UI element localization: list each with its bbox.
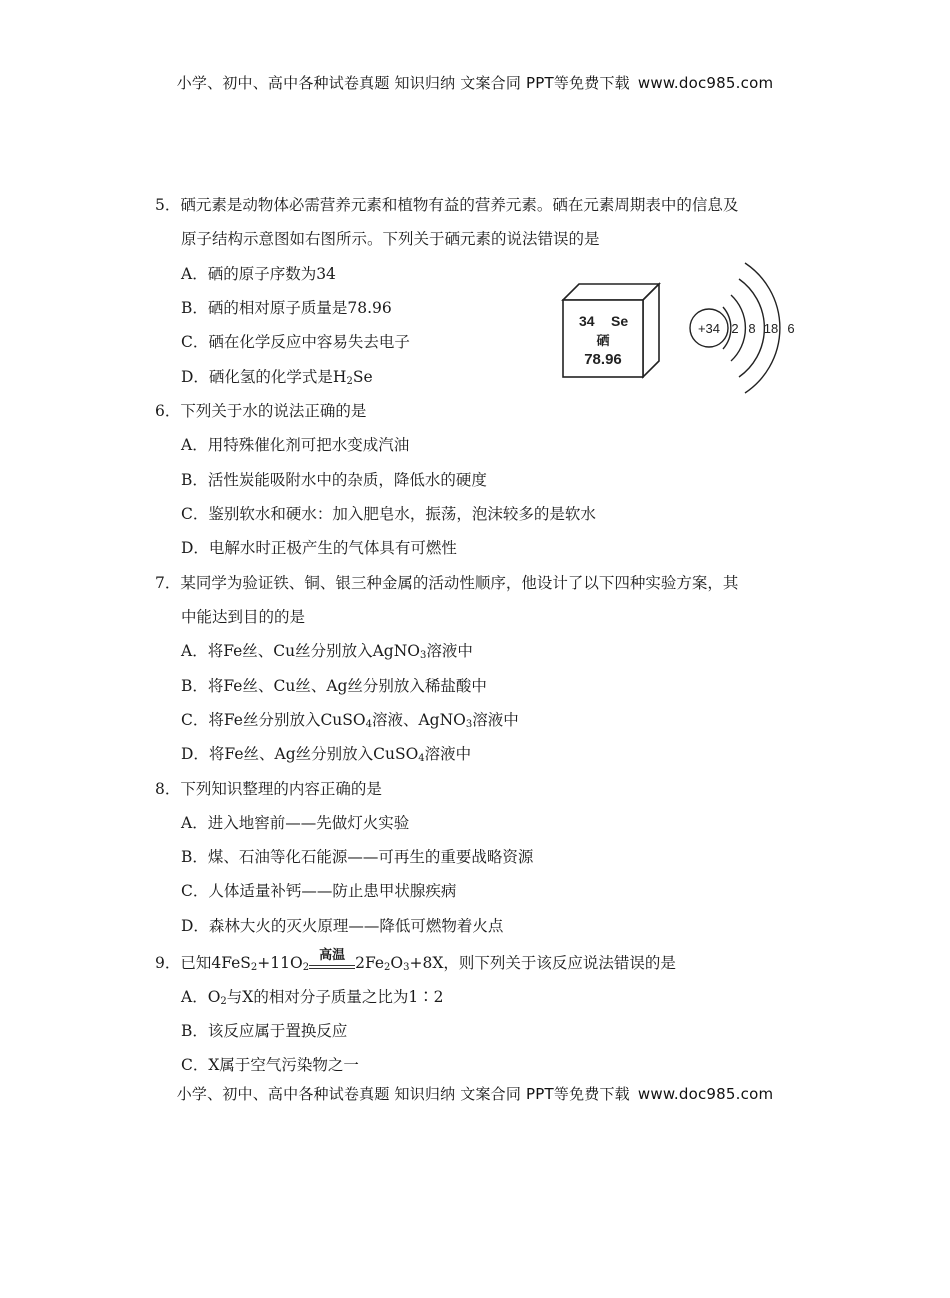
q7-d-sub: 4 [418,753,425,764]
q7-d-post: 溶液中 [424,745,472,763]
q8-option-d: D．森林大火的灭火原理——降低可燃物着火点 [181,917,504,935]
q6-option-a: A．用特殊催化剂可把水变成汽油 [181,436,410,454]
shell-electrons-4: 6 [787,321,795,336]
selenium-figure [555,255,815,405]
q9-plus: +11O [257,954,303,972]
q7-stem-line2: 中能达到目的的是 [181,608,306,626]
q7-option-d [181,743,471,765]
q5-d-pre: D．硒化氢的化学式是H [181,368,347,386]
shell-electrons-3: 18 [763,321,779,336]
footer-text: 小学、初中、高中各种试卷真题 知识归纳 文案合同 PPT等免费下载 [176,1085,630,1103]
q5-d-post: Se [352,368,373,386]
element-cell [563,284,659,377]
q7-option-c [181,709,519,731]
q8-option-a: A．进入地窖前——先做灯火实验 [181,814,410,832]
q7-c-sub2: 3 [465,719,473,730]
q9-stem [155,948,676,974]
q9-sub1: 2 [250,962,258,973]
element-symbol: Se [611,313,629,329]
atom-structure-diagram [690,263,795,393]
q9-post: +8X，则下列关于该反应说法错误的是 [409,954,676,972]
q8-stem: 8．下列知识整理的内容正确的是 [155,780,382,798]
shell-arc-1 [723,307,731,349]
q6-option-c: C．鉴别软水和硬水：加入肥皂水，振荡，泡沫较多的是软水 [181,505,596,523]
reaction-condition: 高温 [319,948,346,963]
cell-side-face [643,284,659,377]
q7-c-sub1: 4 [365,719,372,730]
q9-a-sub: 2 [220,996,227,1007]
q9-a-pre: A．O [181,988,221,1006]
q7-a-sub: 3 [420,650,427,661]
q9-product2: O [390,954,404,972]
q6-stem: 6．下列关于水的说法正确的是 [155,402,367,420]
q9-option-c: C．X属于空气污染物之一 [181,1056,359,1074]
reaction-arrow [309,948,355,974]
equals-line-bottom [309,968,355,969]
page-header [0,72,950,93]
q9-option-b: B．该反应属于置换反应 [181,1022,348,1040]
q7-c-pre: C．将Fe丝分别放入CuSO [181,711,366,729]
q8-option-b: B．煤、石油等化石能源——可再生的重要战略资源 [181,848,534,866]
q9-sub4: 3 [403,962,410,973]
q9-sub3: 2 [384,962,391,973]
q7-stem-line1: 7．某同学为验证铁、铜、银三种金属的活动性顺序，他设计了以下四种实验方案，其 [155,574,739,592]
q9-pre: 9．已知4FeS [155,954,251,972]
q9-option-a [181,986,444,1008]
equals-line-top [309,965,355,966]
shell-electrons-2: 8 [748,321,756,336]
q9-product1: 2Fe [355,954,385,972]
q8-option-c: C．人体适量补钙——防止患甲状腺疾病 [181,882,457,900]
q7-option-a [181,640,473,662]
q6-option-b: B．活性炭能吸附水中的杂质，降低水的硬度 [181,471,487,489]
q7-a-post: 溶液中 [426,642,473,660]
element-number: 34 [579,313,595,329]
page-footer [0,1083,950,1104]
nucleus-charge: +34 [697,321,721,336]
header-url[interactable]: www.doc985.com [637,74,774,92]
q5-stem-line1: 5．硒元素是动物体必需营养元素和植物有益的营养元素。硒在元素周期表中的信息及 [155,196,739,214]
q5-option-a: A．硒的原子序数为34 [181,265,336,283]
q7-d-pre: D．将Fe丝、Ag丝分别放入CuSO [181,745,419,763]
element-name: 硒 [596,334,610,349]
element-mass: 78.96 [584,351,622,368]
q5-d-sub: 2 [346,376,353,387]
q7-c-mid: 溶液、AgNO [371,711,466,729]
q7-option-b: B．将Fe丝、Cu丝、Ag丝分别放入稀盐酸中 [181,677,487,695]
q5-option-d [181,366,373,388]
q7-c-post: 溶液中 [472,711,519,729]
q5-stem-line2: 原子结构示意图如右图所示。下列关于硒元素的说法错误的是 [181,230,600,248]
q9-a-post: 与X的相对分子质量之比为1∶2 [226,988,444,1006]
footer-url[interactable]: www.doc985.com [637,1085,774,1103]
header-text: 小学、初中、高中各种试卷真题 知识归纳 文案合同 PPT等免费下载 [176,74,630,92]
q5-option-c: C．硒在化学反应中容易失去电子 [181,333,410,351]
q6-option-d: D．电解水时正极产生的气体具有可燃性 [181,539,457,557]
shell-electrons-1: 2 [731,321,739,336]
q5-option-b: B．硒的相对原子质量是78.96 [181,299,392,317]
q7-a-pre: A．将Fe丝、Cu丝分别放入AgNO [181,642,421,660]
q9-sub2: 2 [302,962,310,973]
